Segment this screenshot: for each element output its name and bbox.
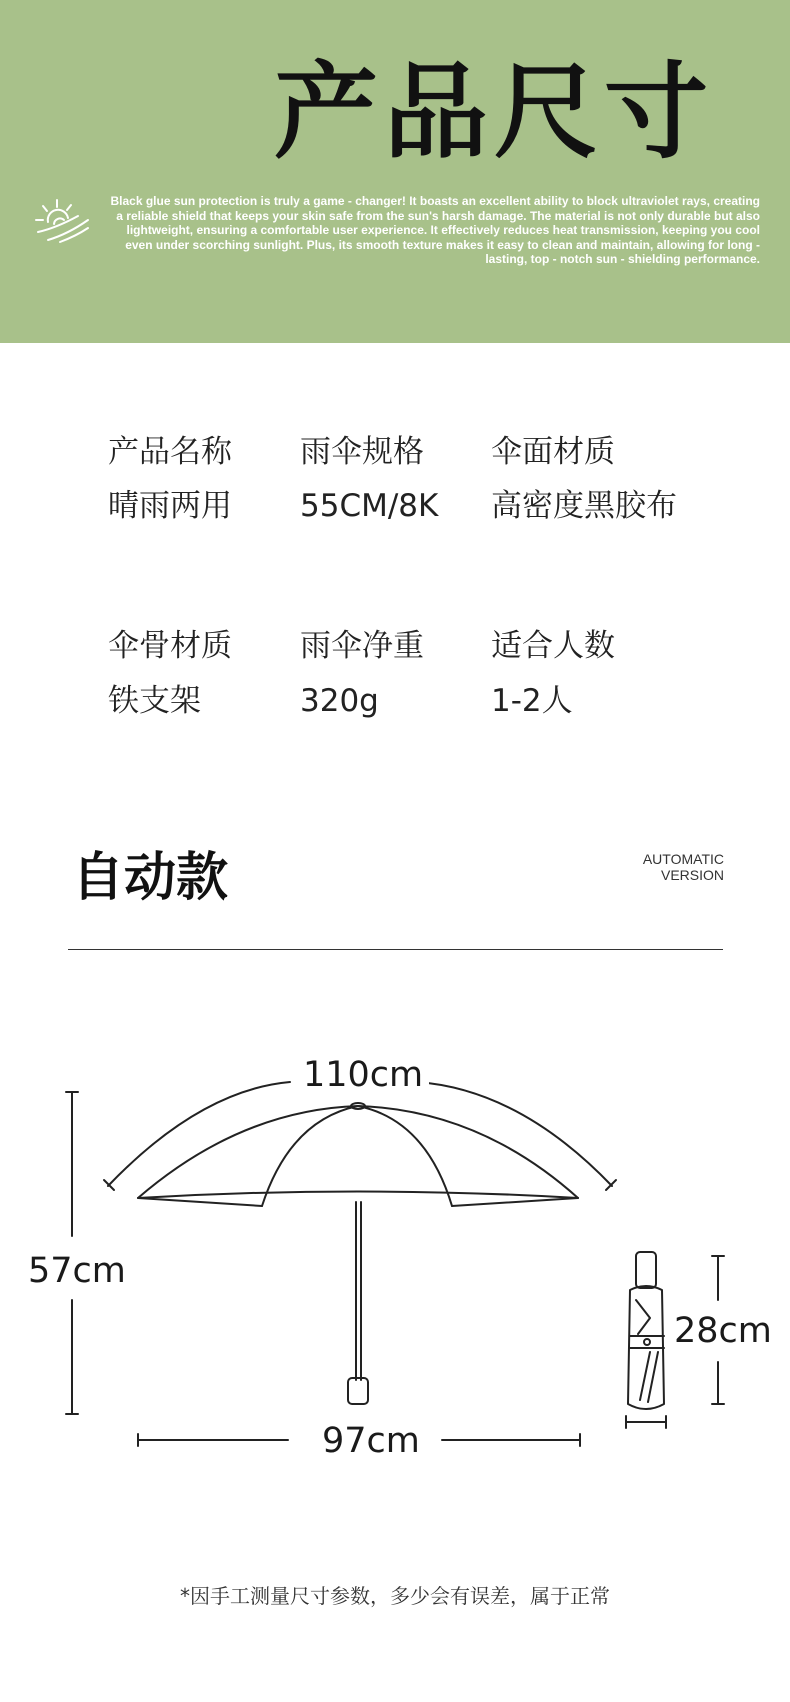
spec-value-size: 55CM/8K — [300, 488, 439, 524]
spec-label-frame-material: 伞骨材质 — [108, 628, 232, 664]
spec-label-canopy-material: 伞面材质 — [491, 434, 615, 470]
section-subtitle-line2: VERSION — [660, 867, 724, 883]
header-description: Black glue sun protection is truly a game - changer! It boasts an excellent ability to block ultraviolet rays, creating a reliable shield that keeps your skin safe from the sun's harsh damage. The material is not only durable but also lightweight, ensuring a comfortable user experience. It effectively reduces heat transmission, keeping you cool even under scorching sunlight. Plus, its smooth texture makes it easy to clean and maintain, allowing for long - lasting, top - notch sun - shielding performance. — [110, 194, 760, 266]
spec-value-frame-material: 铁支架 — [108, 683, 201, 719]
spec-value-weight: 320g — [300, 683, 379, 719]
folded-umbrella-handle — [636, 1252, 656, 1288]
section-subtitle-line1: AUTOMATIC — [642, 851, 724, 867]
spec-value-canopy-material: 高密度黑胶布 — [491, 488, 677, 524]
umbrella-canopy — [138, 1106, 578, 1198]
folded-length-label: 28cm — [674, 1311, 772, 1351]
spec-label-weight: 雨伞净重 — [300, 628, 424, 664]
page-title: 产品尺寸 — [273, 51, 714, 173]
section-title: 自动款 — [72, 848, 229, 908]
spec-label-size: 雨伞规格 — [300, 434, 424, 470]
spec-value-name: 晴雨两用 — [108, 488, 232, 524]
arc-dimension-line — [108, 1082, 290, 1186]
spec-value-capacity: 1-2人 — [491, 683, 573, 719]
spec-label-capacity: 适合人数 — [491, 628, 615, 664]
width-label: 97cm — [316, 1424, 426, 1459]
spec-label-name: 产品名称 — [108, 434, 232, 470]
arc-length-label: 110cm — [297, 1058, 429, 1093]
umbrella-handle — [348, 1378, 368, 1404]
height-label: 57cm — [22, 1254, 132, 1289]
footnote: *因手工测量尺寸参数，多少会有误差，属于正常 — [180, 1584, 610, 1608]
